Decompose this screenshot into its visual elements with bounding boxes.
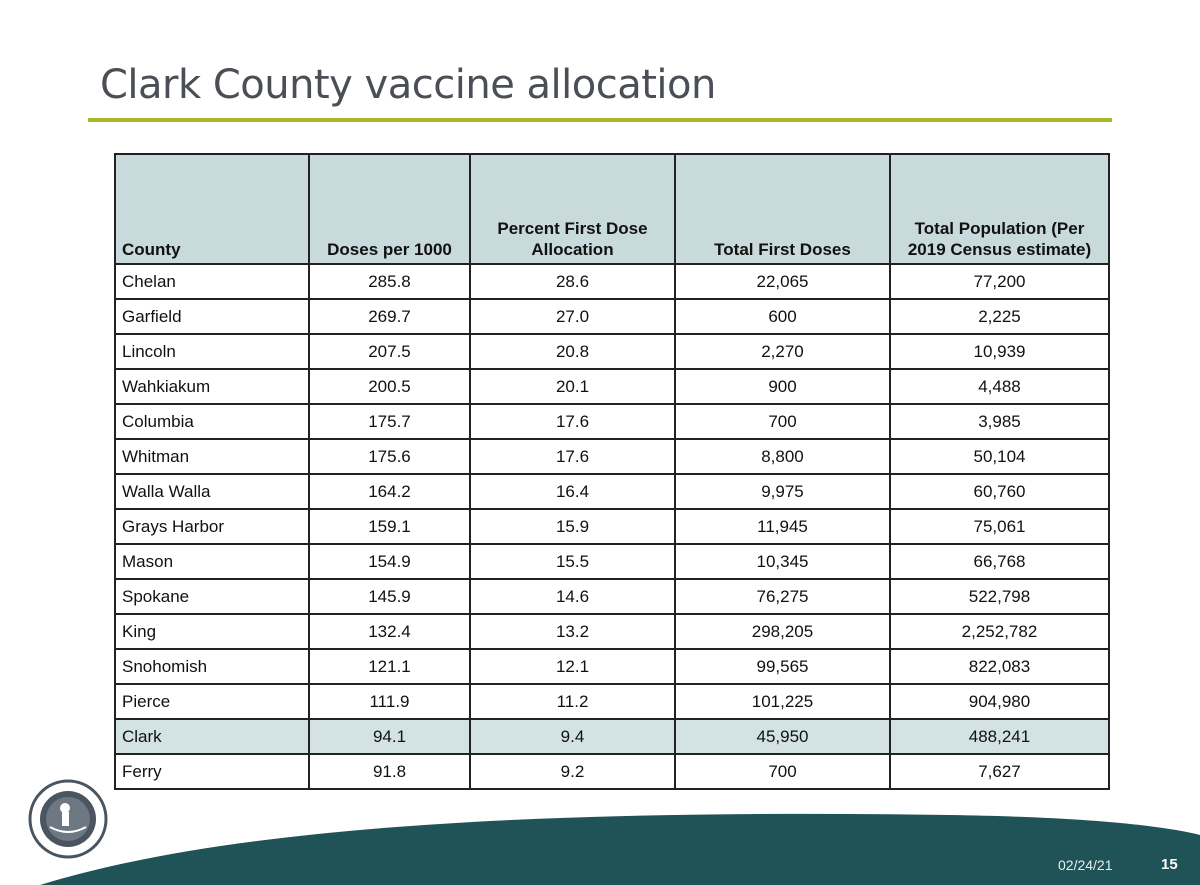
county-cell: Walla Walla <box>115 474 309 509</box>
total-first-doses-cell: 22,065 <box>675 264 890 299</box>
population-cell: 2,252,782 <box>890 614 1109 649</box>
percent-first-dose-cell: 13.2 <box>470 614 675 649</box>
percent-first-dose-cell: 28.6 <box>470 264 675 299</box>
population-cell: 50,104 <box>890 439 1109 474</box>
doses-per-1000-cell: 91.8 <box>309 754 470 789</box>
doses-per-1000-cell: 200.5 <box>309 369 470 404</box>
county-cell: Garfield <box>115 299 309 334</box>
county-cell: Lincoln <box>115 334 309 369</box>
total-first-doses-cell: 10,345 <box>675 544 890 579</box>
total-first-doses-cell: 298,205 <box>675 614 890 649</box>
population-cell: 2,225 <box>890 299 1109 334</box>
county-cell: Spokane <box>115 579 309 614</box>
header-total-population: Total Population (Per 2019 Census estimate) <box>890 154 1109 264</box>
county-cell: Clark <box>115 719 309 754</box>
total-first-doses-cell: 99,565 <box>675 649 890 684</box>
percent-first-dose-cell: 14.6 <box>470 579 675 614</box>
county-cell: Wahkiakum <box>115 369 309 404</box>
doses-per-1000-cell: 175.7 <box>309 404 470 439</box>
county-cell: Pierce <box>115 684 309 719</box>
county-cell: Ferry <box>115 754 309 789</box>
total-first-doses-cell: 600 <box>675 299 890 334</box>
header-percent-first-dose: Percent First Dose Allocation <box>470 154 675 264</box>
county-cell: King <box>115 614 309 649</box>
total-first-doses-cell: 700 <box>675 754 890 789</box>
total-first-doses-cell: 76,275 <box>675 579 890 614</box>
total-first-doses-cell: 11,945 <box>675 509 890 544</box>
population-cell: 3,985 <box>890 404 1109 439</box>
percent-first-dose-cell: 20.1 <box>470 369 675 404</box>
doses-per-1000-cell: 111.9 <box>309 684 470 719</box>
population-cell: 66,768 <box>890 544 1109 579</box>
doses-per-1000-cell: 132.4 <box>309 614 470 649</box>
population-cell: 522,798 <box>890 579 1109 614</box>
population-cell: 10,939 <box>890 334 1109 369</box>
percent-first-dose-cell: 16.4 <box>470 474 675 509</box>
total-first-doses-cell: 2,270 <box>675 334 890 369</box>
percent-first-dose-cell: 17.6 <box>470 404 675 439</box>
percent-first-dose-cell: 15.5 <box>470 544 675 579</box>
doses-per-1000-cell: 159.1 <box>309 509 470 544</box>
percent-first-dose-cell: 9.4 <box>470 719 675 754</box>
percent-first-dose-cell: 20.8 <box>470 334 675 369</box>
percent-first-dose-cell: 12.1 <box>470 649 675 684</box>
total-first-doses-cell: 45,950 <box>675 719 890 754</box>
header-county: County <box>115 154 309 264</box>
population-cell: 4,488 <box>890 369 1109 404</box>
doses-per-1000-cell: 121.1 <box>309 649 470 684</box>
doses-per-1000-cell: 145.9 <box>309 579 470 614</box>
clark-county-logo <box>18 772 118 862</box>
doses-per-1000-cell: 207.5 <box>309 334 470 369</box>
population-cell: 488,241 <box>890 719 1109 754</box>
population-cell: 77,200 <box>890 264 1109 299</box>
total-first-doses-cell: 101,225 <box>675 684 890 719</box>
percent-first-dose-cell: 17.6 <box>470 439 675 474</box>
percent-first-dose-cell: 11.2 <box>470 684 675 719</box>
doses-per-1000-cell: 285.8 <box>309 264 470 299</box>
total-first-doses-cell: 900 <box>675 369 890 404</box>
total-first-doses-cell: 8,800 <box>675 439 890 474</box>
doses-per-1000-cell: 164.2 <box>309 474 470 509</box>
county-cell: Columbia <box>115 404 309 439</box>
slide-date: 02/24/21 <box>1058 857 1113 873</box>
county-cell: Whitman <box>115 439 309 474</box>
header-doses-per-1000: Doses per 1000 <box>309 154 470 264</box>
county-cell: Chelan <box>115 264 309 299</box>
total-first-doses-cell: 700 <box>675 404 890 439</box>
population-cell: 75,061 <box>890 509 1109 544</box>
doses-per-1000-cell: 269.7 <box>309 299 470 334</box>
population-cell: 904,980 <box>890 684 1109 719</box>
doses-per-1000-cell: 94.1 <box>309 719 470 754</box>
county-cell: Mason <box>115 544 309 579</box>
doses-per-1000-cell: 154.9 <box>309 544 470 579</box>
page-number: 15 <box>1161 856 1178 873</box>
slide-title: Clark County vaccine allocation <box>100 62 716 108</box>
total-first-doses-cell: 9,975 <box>675 474 890 509</box>
county-cell: Snohomish <box>115 649 309 684</box>
percent-first-dose-cell: 27.0 <box>470 299 675 334</box>
population-cell: 822,083 <box>890 649 1109 684</box>
population-cell: 7,627 <box>890 754 1109 789</box>
population-cell: 60,760 <box>890 474 1109 509</box>
county-cell: Grays Harbor <box>115 509 309 544</box>
header-total-first-doses: Total First Doses <box>675 154 890 264</box>
percent-first-dose-cell: 9.2 <box>470 754 675 789</box>
doses-per-1000-cell: 175.6 <box>309 439 470 474</box>
percent-first-dose-cell: 15.9 <box>470 509 675 544</box>
